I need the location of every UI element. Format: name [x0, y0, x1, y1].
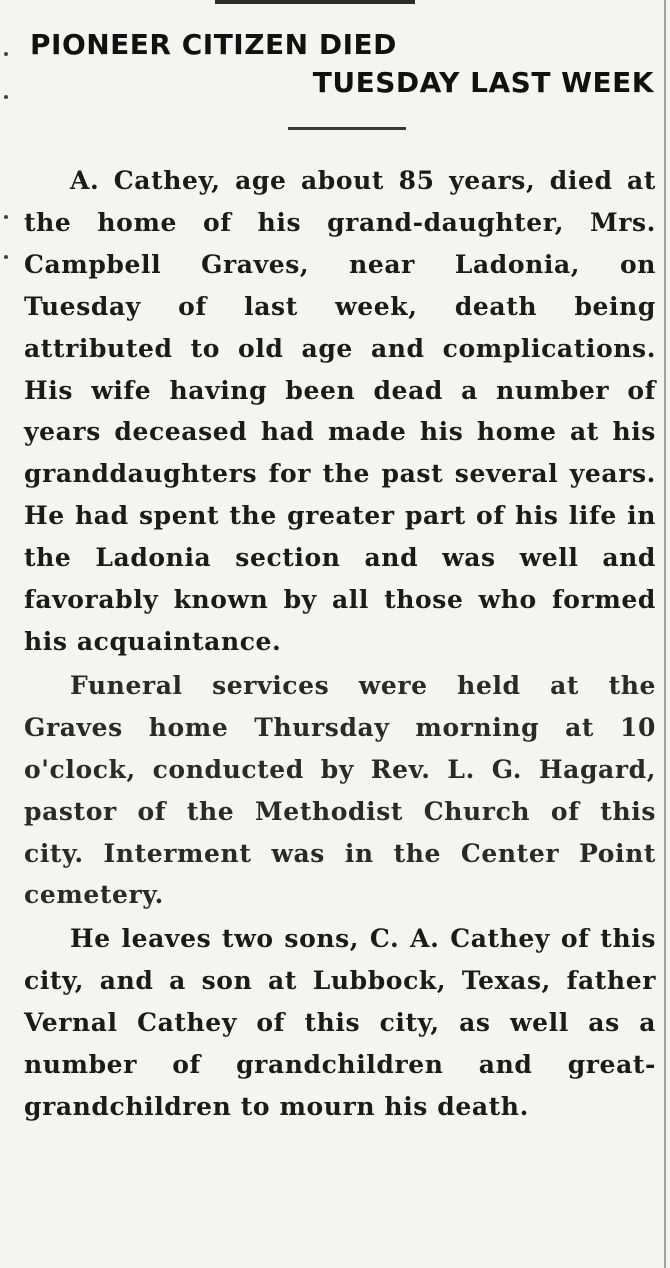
headline-divider	[288, 127, 406, 130]
paragraph-funeral: Funeral services were held at the Graves home Thursday morning at 10 o'clock, conducted by Rev. L. G. Hagard, pastor of the Methodist Church of this city. Interment was in the Center Point cemetery.	[24, 670, 656, 910]
headline	[30, 26, 660, 102]
article-body	[24, 160, 656, 1128]
paragraph-survivors: He leaves two sons, C. A. Cathey of this city, and a son at Lubbock, Texas, father Vernal Cathey of this city, as well as a number of grandchildren and great-grandchildren to mourn his death.	[24, 924, 656, 1121]
headline-line-1: PIONEER CITIZEN DIED	[30, 28, 397, 61]
left-edge-marks	[0, 0, 20, 1268]
headline-line-2: TUESDAY LAST WEEK	[312, 66, 654, 99]
top-rule	[215, 0, 415, 4]
column-rule	[664, 0, 666, 1268]
paragraph-death-notice: A. Cathey, age about 85 years, died at the home of his grand-daughter, Mrs. Campbell Graves, near Ladonia, on Tuesday of last week, death being attributed to old age and complications. His wife having been dead a number of years deceased had made his home at his granddaughters for the past several years. He had spent the greater part of his life in the Ladonia section and was well and favorably known by all those who formed his acquaintance.	[24, 166, 656, 656]
